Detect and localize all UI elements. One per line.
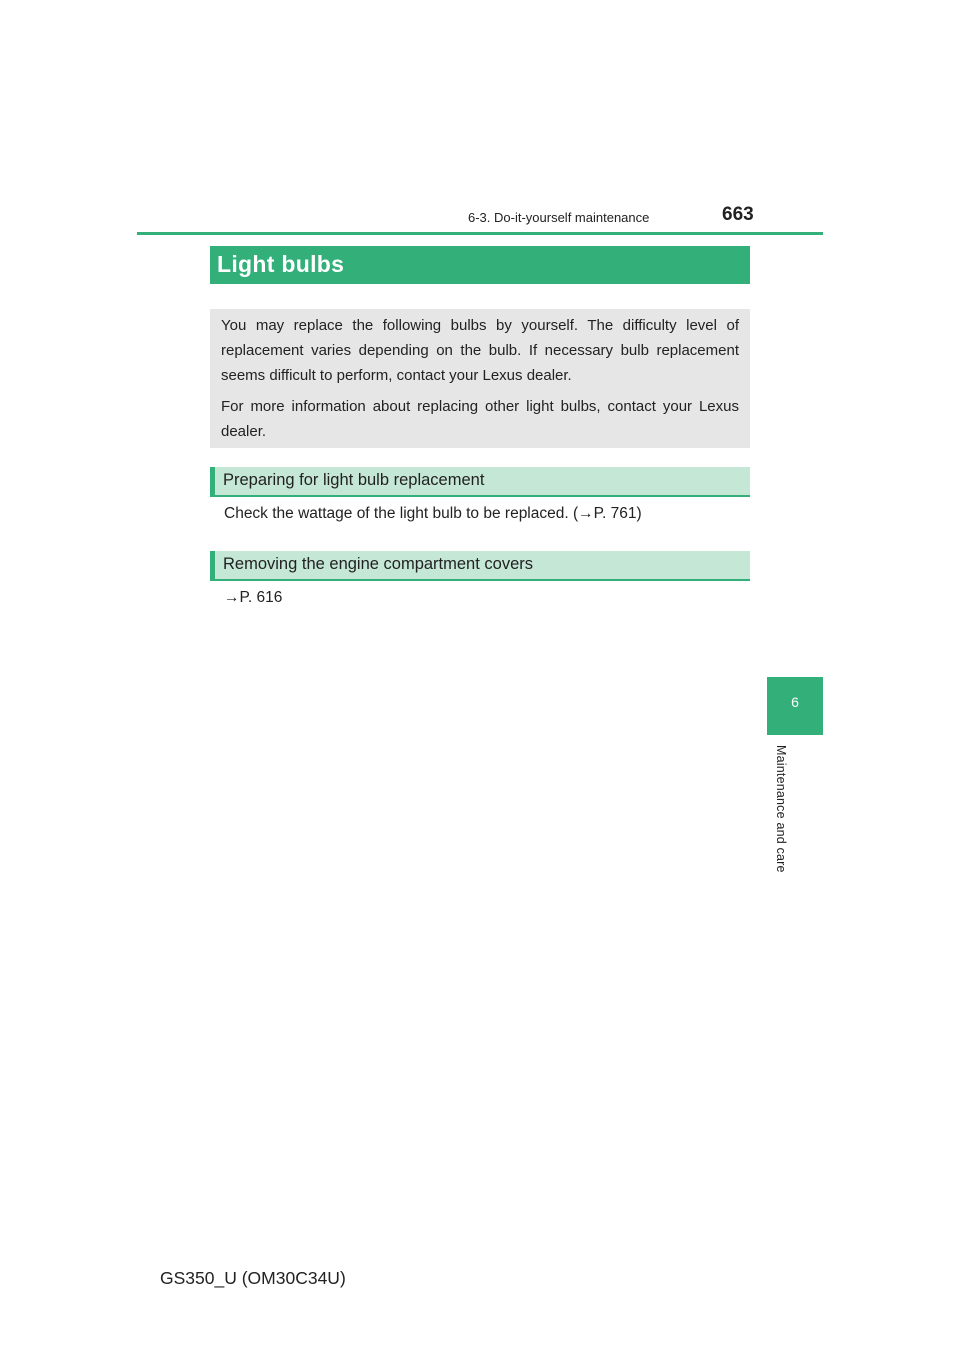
footer-model: GS350_U (OM30C34U) bbox=[160, 1268, 346, 1288]
chapter-tab bbox=[767, 677, 823, 735]
section-text-preparing: Check the wattage of the light bulb to be replaced. (→P. 761) bbox=[224, 505, 642, 522]
intro-box bbox=[210, 309, 750, 448]
page-number: 663 bbox=[722, 204, 754, 225]
section-title: 6-3. Do-it-yourself maintenance bbox=[468, 210, 650, 225]
intro-paragraph-2: For more information about replacing other light bulbs, contact your Lexus dealer. bbox=[221, 398, 739, 440]
chapter-number: 6 bbox=[791, 694, 799, 710]
section-heading-removing-covers: Removing the engine compartment covers bbox=[210, 551, 750, 581]
page-title: Light bulbs bbox=[210, 246, 750, 284]
intro-paragraph-1: You may replace the following bulbs by yourself. The difficulty level of replacement varies depending on the bulb. If necessary bulb replacement seems difficult to perform, contact your Lexus dealer. bbox=[221, 317, 739, 384]
section-text-removing-covers: →P. 616 bbox=[224, 589, 283, 606]
header-rule bbox=[137, 232, 823, 235]
chapter-label: Maintenance and care bbox=[774, 745, 788, 873]
section-heading-preparing: Preparing for light bulb replacement bbox=[210, 467, 750, 497]
